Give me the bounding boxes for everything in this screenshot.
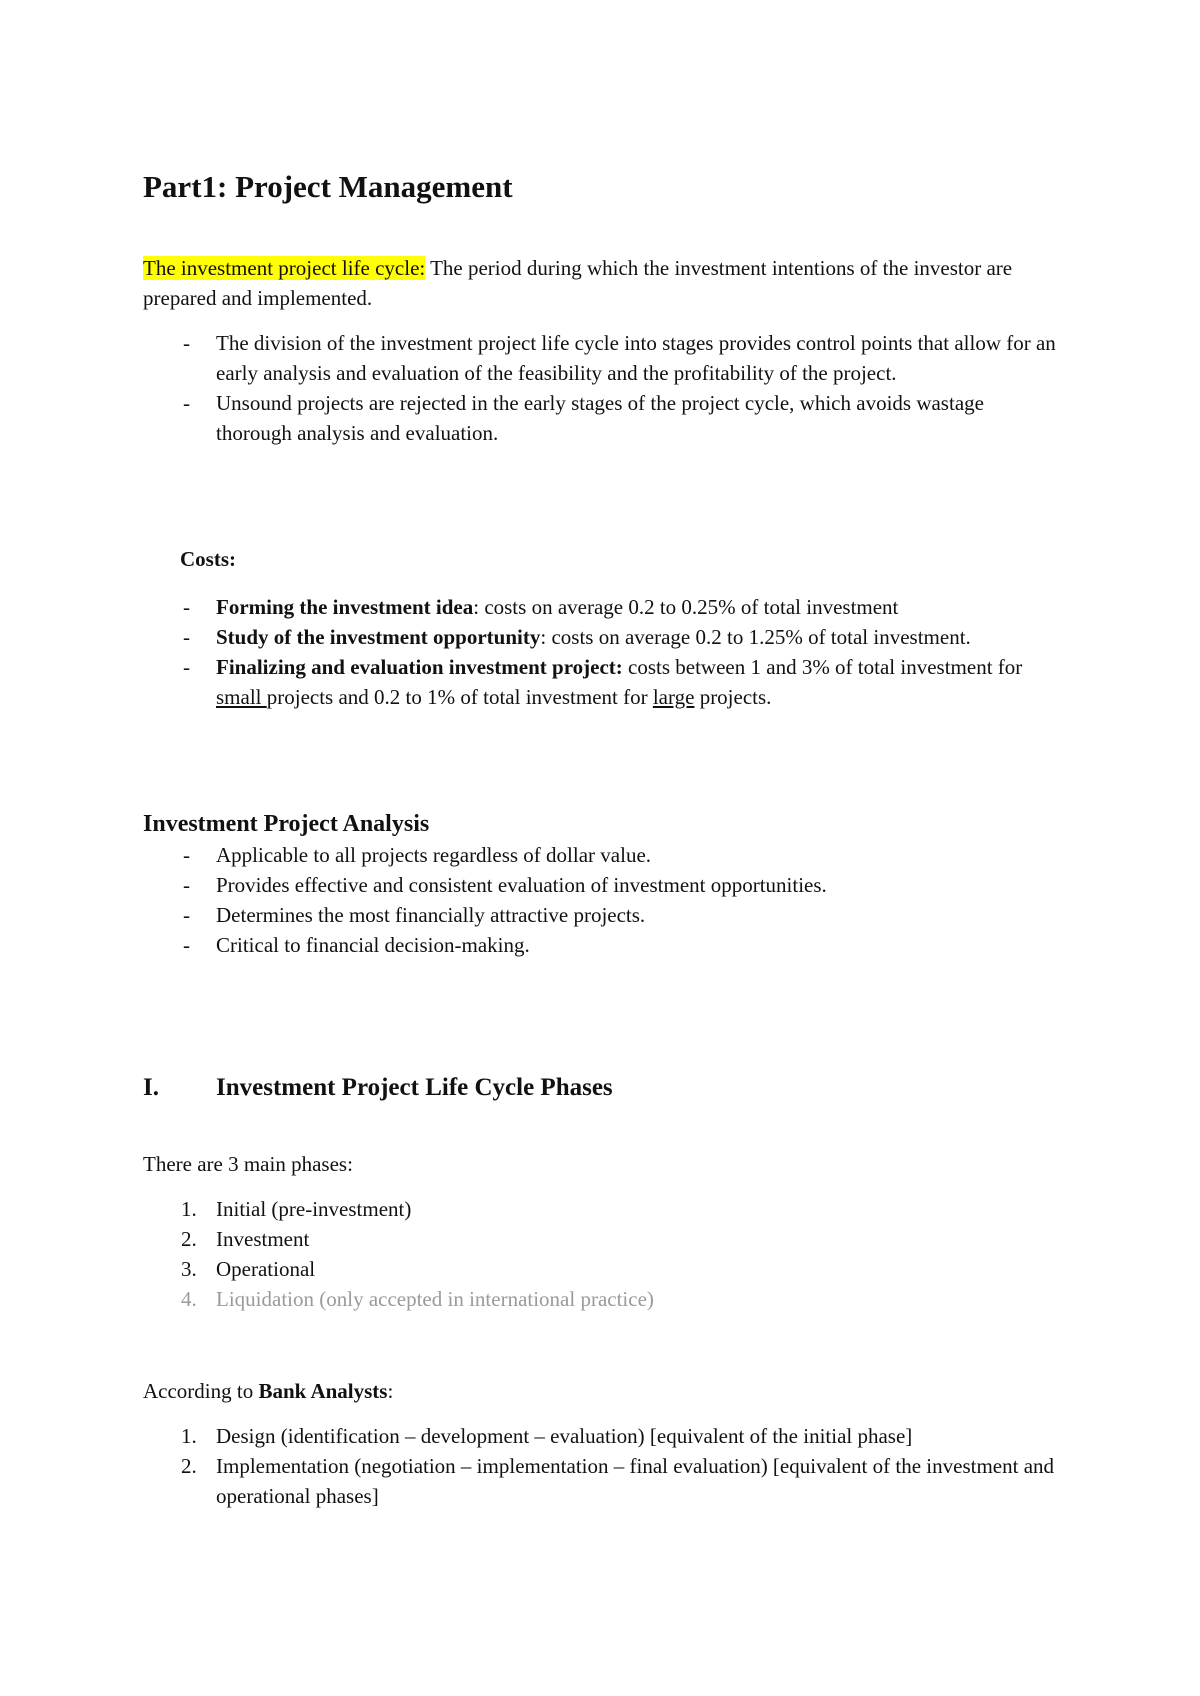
- bank-phase-text: Implementation (negotiation – implementation – final evaluation) [equivalent of the investment and operational phases]: [216, 1454, 1055, 1508]
- cost-item-text: costs between 1 and 3% of total investment for: [622, 655, 1023, 679]
- costs-section: [143, 544, 1063, 712]
- lifecycle-term: The investment project life cycle:: [143, 256, 426, 280]
- lifecycle-bullet-text: The division of the investment project life cycle into stages provides control points that allow for an early analysis and evaluation of the feasibility and the profitability of the project.: [216, 331, 1056, 385]
- phase-text: Operational: [216, 1257, 316, 1281]
- list-item: - Finalizing and evaluation investment project: costs between 1 and 3% of total investment for small projects and 0.2 to 1% of total investment for large projects.: [183, 655, 1023, 709]
- analysis-list: [143, 840, 1063, 960]
- phase-text: Initial (pre-investment): [216, 1197, 412, 1221]
- lifecycle-section: [143, 253, 1063, 448]
- list-item: - Unsound projects are rejected in the early stages of the project cycle, which avoids wastage thorough analysis and evaluation.: [183, 391, 984, 445]
- list-item: 1. Initial (pre-investment): [181, 1197, 412, 1221]
- list-item: 3. Operational: [181, 1257, 316, 1281]
- cost-item-text: projects.: [694, 685, 772, 709]
- phases-list: [143, 1194, 1063, 1314]
- phases-section: [143, 1149, 1063, 1314]
- lifecycle-definition: [143, 253, 1063, 313]
- phase-text: Liquidation (only accepted in international practice): [216, 1287, 654, 1311]
- bank-analysts-section: [143, 1376, 1063, 1511]
- lifecycle-bullet-text: Unsound projects are rejected in the early stages of the project cycle, which avoids wastage thorough analysis and evaluation.: [216, 391, 984, 445]
- list-item: - The division of the investment project life cycle into stages provides control points that allow for an early analysis and evaluation of the feasibility and the profitability of the project.: [183, 331, 1056, 385]
- bank-phases-list: [143, 1421, 1063, 1511]
- bank-intro: According to Bank Analysts:: [143, 1379, 394, 1403]
- costs-list: [143, 592, 1063, 712]
- analysis-item-text: Determines the most financially attractive projects.: [216, 903, 646, 927]
- lifecycle-definition-text: The period during which the investment intentions of the investor are prepared and implemented.: [143, 256, 1013, 310]
- section-heading: [143, 1071, 1063, 1105]
- cost-item-label: Study of the investment opportunity: [216, 625, 541, 649]
- list-item: - Critical to financial decision-making.: [183, 933, 530, 957]
- analysis-item-text: Provides effective and consistent evaluation of investment opportunities.: [216, 873, 827, 897]
- list-item: 4. Liquidation (only accepted in international practice): [181, 1287, 654, 1311]
- lifecycle-bullets: [143, 328, 1063, 448]
- list-item: - Study of the investment opportunity: costs on average 0.2 to 1.25% of total investment.: [183, 625, 971, 649]
- phase-text: Investment: [216, 1227, 310, 1251]
- list-item: 1. Design (identification – development – evaluation) [equivalent of the initial phase]: [181, 1424, 913, 1448]
- cost-item-underline: small: [216, 685, 267, 709]
- cost-item-text: : costs on average 0.2 to 0.25% of total investment: [473, 595, 899, 619]
- cost-item-text: : costs on average 0.2 to 1.25% of total investment.: [540, 625, 971, 649]
- analysis-item-text: Critical to financial decision-making.: [216, 933, 530, 957]
- list-item: - Provides effective and consistent evaluation of investment opportunities.: [183, 873, 827, 897]
- bank-intro-bold: Bank Analysts: [258, 1379, 388, 1403]
- costs-heading: Costs:: [180, 547, 236, 571]
- analysis-section: [143, 808, 1063, 960]
- analysis-item-text: Applicable to all projects regardless of dollar value.: [216, 843, 652, 867]
- cost-item-label: Forming the investment idea: [216, 595, 474, 619]
- list-item: - Determines the most financially attractive projects.: [183, 903, 646, 927]
- bank-phase-text: Design (identification – development – evaluation) [equivalent of the initial phase]: [216, 1424, 913, 1448]
- analysis-heading: Investment Project Analysis: [143, 811, 430, 837]
- page-title: Part1: Project Management: [143, 169, 513, 204]
- list-item: 2. Implementation (negotiation – implementation – final evaluation) [equivalent of the investment and operational phases]: [181, 1454, 1055, 1508]
- section-title: Investment Project Life Cycle Phases: [216, 1074, 613, 1101]
- list-item: - Forming the investment idea: costs on average 0.2 to 0.25% of total investment: [183, 595, 899, 619]
- list-item: 2. Investment: [181, 1227, 310, 1251]
- cost-item-underline: large: [652, 685, 695, 709]
- section-numeral: I.: [143, 1074, 159, 1101]
- list-item: - Applicable to all projects regardless of dollar value.: [183, 843, 652, 867]
- phases-intro: There are 3 main phases:: [143, 1152, 353, 1176]
- cost-item-text: projects and 0.2 to 1% of total investment for: [266, 685, 653, 709]
- cost-item-label: Finalizing and evaluation investment project:: [216, 655, 623, 679]
